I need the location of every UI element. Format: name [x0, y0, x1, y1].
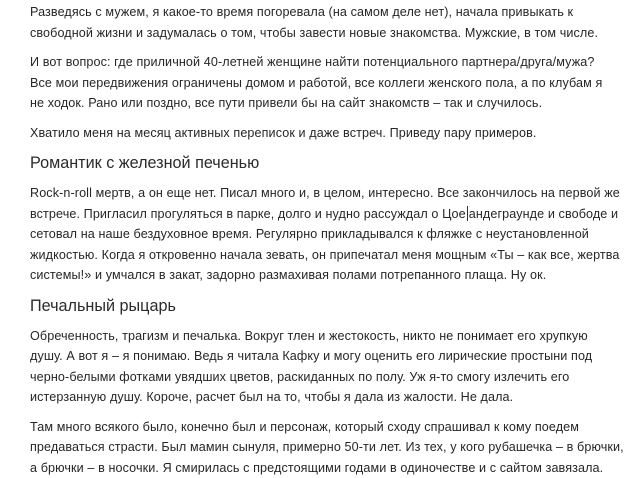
text-line: а брючки – в носочки. Я смирилась с предстоящими годами в одиночестве и с сайтом завязала.: [30, 458, 578, 478]
text-line: истерзанную душу. Короче, расчет был на то, чтобы я дала из жалости. Не дала.: [30, 387, 578, 408]
text-line: жидкостью. Когда я откровенно начала зевать, он припечатал меня мощным «Ты – как все, жертва: [30, 245, 578, 266]
text-line: Там много всякого было, конечно был и персонаж, который сходу спрашивал к кому поедем: [30, 417, 578, 438]
text-line: Все мои передвижения ограничены домом и работой, все коллеги женского пола, а по клубам я: [30, 73, 578, 94]
text-line: Хватило меня на месяц активных переписок и даже встреч. Приведу пару примеров.: [30, 123, 578, 144]
romantic-paragraph: [30, 183, 578, 286]
knight-paragraph-1: [30, 326, 578, 408]
text-line: черно-белыми фотками увядших цветов, раскиданных по полу. Уж я-то смогу излечить его: [30, 367, 578, 388]
text-line: И вот вопрос: где приличной 40-летней женщине найти потенциального партнера/друга/мужа?: [30, 52, 578, 73]
text-line: не ходок. Рано или поздно, все пути привели бы на сайт знакомств – так и случилось.: [30, 93, 578, 114]
text-line: душу. А вот я – я понимаю. Ведь я читала Кафку и могу оценить его лирические простыни под: [30, 346, 578, 367]
text-line: свободной жизни и задумалась о том, чтобы завести новые знакомства. Мужские, в том числе.: [30, 23, 578, 44]
text-line: предаваться страсти. Был мамин сынуля, примерно 50-ти лет. Из тех, у кого рубашечка – в брючки,: [30, 437, 578, 458]
text-line-with-cursor: [30, 204, 578, 225]
section-heading-knight: Печальный рыцарь: [30, 295, 578, 317]
intro-paragraph-1: [30, 2, 578, 43]
text-line: системы!» и умчался в закат, задорно размахивая полами потрепанного плаща. Ну ок.: [30, 265, 578, 286]
text-line: сетовал на наше бездуховное время. Регулярно прикладывался к фляжке с неустановленной: [30, 224, 578, 245]
section-heading-romantic: Романтик с железной печенью: [30, 152, 578, 174]
text-line: Rock-n-roll мертв, а он еще нет. Писал много и, в целом, интересно. Все закончилось на первой же: [30, 183, 578, 204]
text-segment: встрече. Пригласил прогуляться в парке, долго и нудно рассуждал о Цое: [30, 207, 466, 221]
intro-paragraph-3: [30, 123, 578, 144]
intro-paragraph-2: [30, 52, 578, 114]
text-cursor: [467, 206, 468, 221]
text-segment: андеграунде и свободе и: [469, 207, 618, 221]
knight-paragraph-2: [30, 417, 578, 478]
text-line: Обреченность, трагизм и печалька. Вокруг тлен и жестокость, никто не понимает его хрупкую: [30, 326, 578, 347]
text-line: Разведясь с мужем, я какое-то время погоревала (на самом деле нет), начала привыкать к: [30, 2, 578, 23]
